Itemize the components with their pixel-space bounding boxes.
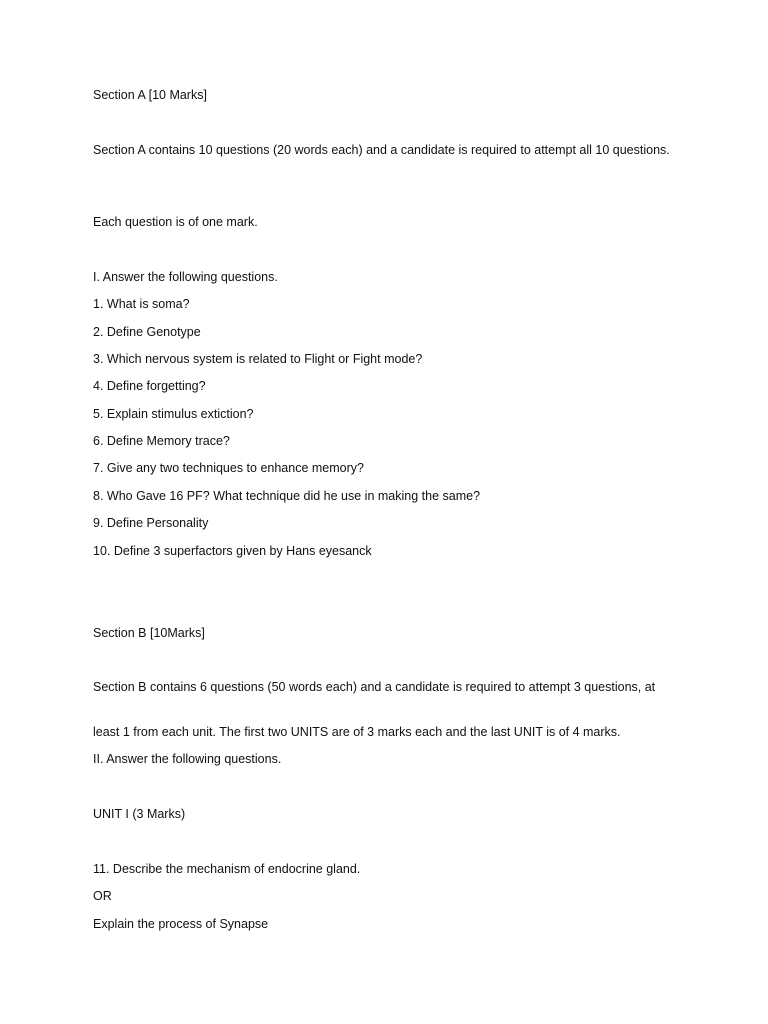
question-7: 7. Give any two techniques to enhance memory? bbox=[93, 461, 364, 475]
question-2: 2. Define Genotype bbox=[93, 325, 201, 339]
question-10: 10. Define 3 superfactors given by Hans eyesanck bbox=[93, 544, 372, 558]
section-b-heading: Section B [10Marks] bbox=[93, 626, 205, 640]
or-label: OR bbox=[93, 889, 112, 903]
question-6: 6. Define Memory trace? bbox=[93, 434, 230, 448]
question-11-alternative: Explain the process of Synapse bbox=[93, 917, 269, 931]
section-b-intro-line1: Section B contains 6 questions (50 words each) and a candidate is required to attempt 3 questions, at bbox=[93, 680, 656, 694]
section-b-instruction: II. Answer the following questions. bbox=[93, 752, 282, 766]
section-a-heading: Section A [10 Marks] bbox=[93, 88, 207, 102]
question-11: 11. Describe the mechanism of endocrine gland. bbox=[93, 862, 361, 876]
question-4: 4. Define forgetting? bbox=[93, 379, 206, 393]
question-8: 8. Who Gave 16 PF? What technique did he use in making the same? bbox=[93, 489, 481, 503]
section-a-mark-note: Each question is of one mark. bbox=[93, 215, 258, 229]
section-a-intro: Section A contains 10 questions (20 words each) and a candidate is required to attempt all 10 questions. bbox=[93, 143, 670, 157]
unit-1-heading: UNIT I (3 Marks) bbox=[93, 807, 186, 821]
section-a-instruction: I. Answer the following questions. bbox=[93, 270, 278, 284]
question-3: 3. Which nervous system is related to Flight or Fight mode? bbox=[93, 352, 423, 366]
question-5: 5. Explain stimulus extiction? bbox=[93, 407, 254, 421]
question-1: 1. What is soma? bbox=[93, 297, 190, 311]
question-9: 9. Define Personality bbox=[93, 516, 209, 530]
section-b-intro-line2: least 1 from each unit. The first two UNITS are of 3 marks each and the last UNIT is of 4 marks. bbox=[93, 725, 621, 739]
